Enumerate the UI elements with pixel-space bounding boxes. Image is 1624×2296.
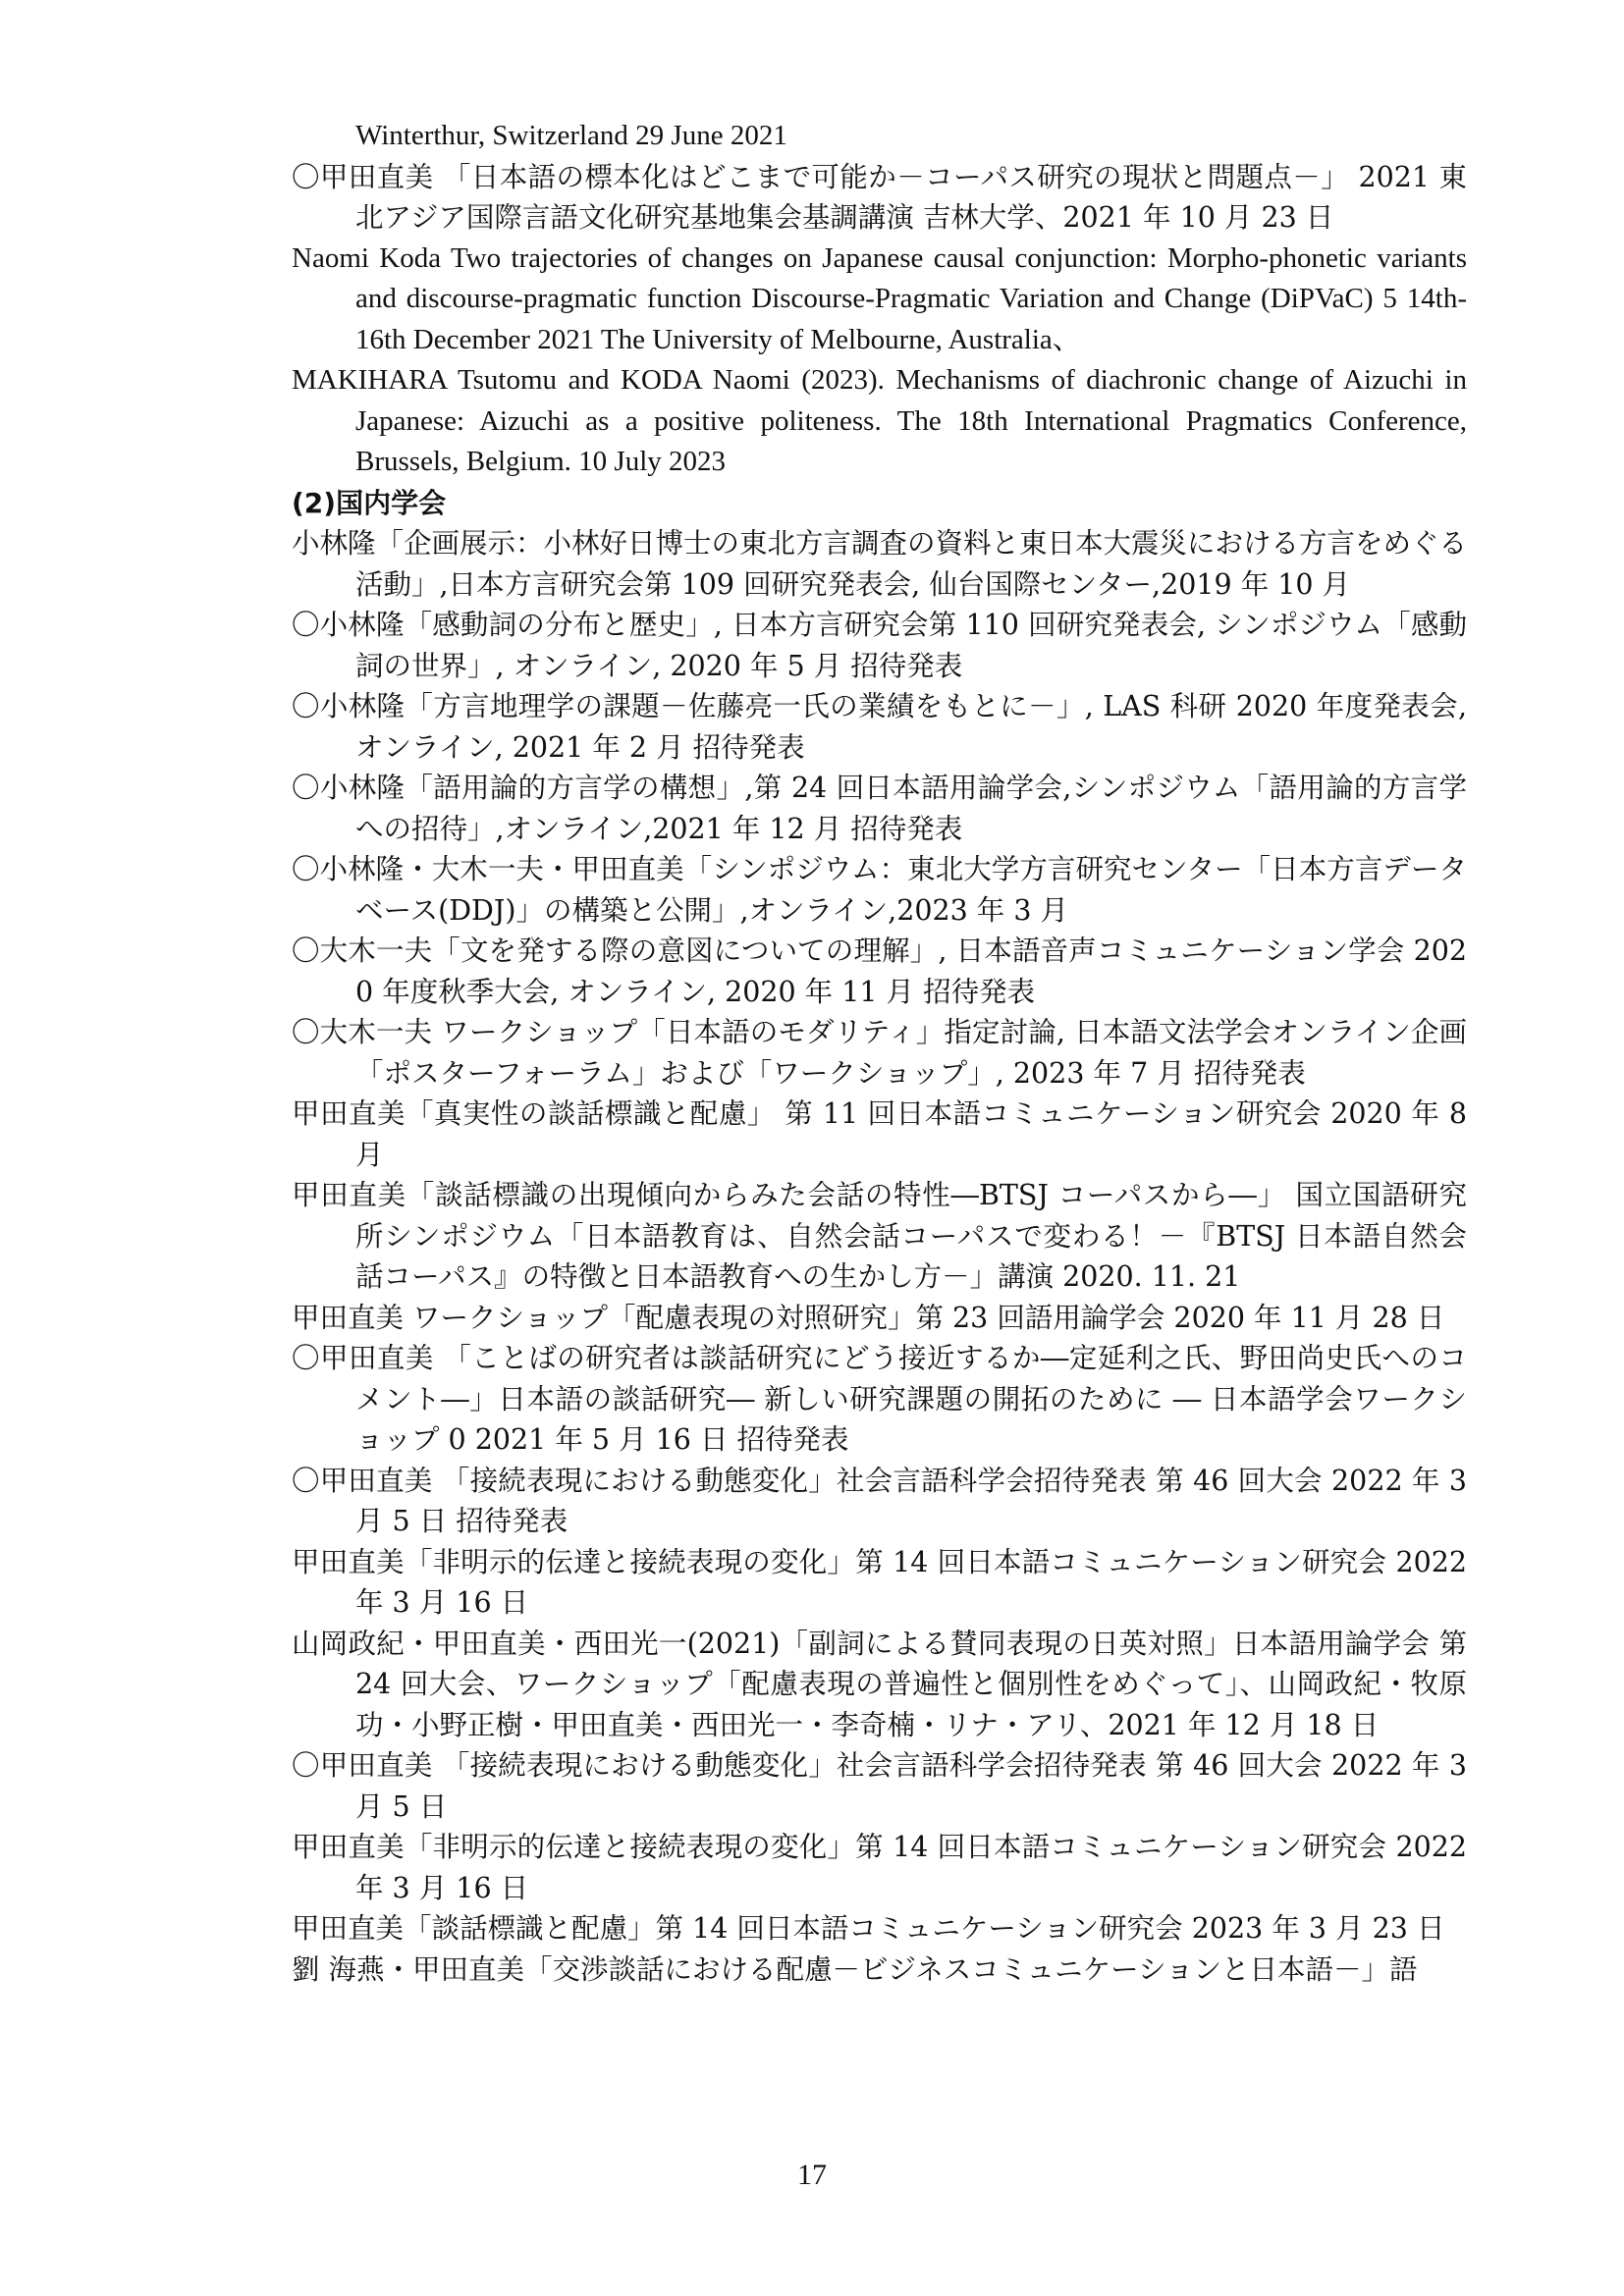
reference-entry: Winterthur, Switzerland 29 June 2021	[355, 120, 787, 151]
reference-entry: MAKIHARA Tsutomu and KODA Naomi (2023). Mechanisms of diachronic change of Aizuchi in Japanese: Aizuchi as a positive politeness. The 18th International Pragmatics Conference, Brussels, Belgium. 10 July 2023	[292, 364, 1467, 477]
reference-entry: Naomi Koda Two trajectories of changes on Japanese causal conjunction: Morpho-phonetic variants and discourse-pragmatic function Discourse-Pragmatic Variation and Change (DiPVaC) 5 14th-16th December 2021 The University of Melbourne, Australia、	[292, 241, 1467, 355]
reference-entry: 甲田直美 ワークショップ「配慮表現の対照研究」第 23 回語用論学会 2020 年 11 月 28 日	[292, 1301, 1445, 1334]
reference-entry: 〇小林隆「方言地理学の課題－佐藤亮一氏の業績をもとに－」, LAS 科研 2020 年度発表会, オンライン, 2021 年 2 月 招待発表	[292, 690, 1467, 764]
reference-entry: 〇小林隆・大木一夫・甲田直美「シンポジウム：東北大学方言研究センター「日本方言データベース(DDJ)」の構築と公開」,オンライン,2023 年 3 月	[292, 853, 1467, 927]
reference-entry: 〇甲田直美 「日本語の標本化はどこまで可能か－コーパス研究の現状と問題点－」 2021 東北アジア国際言語文化研究基地集会基調講演 吉林大学、2021 年 10 月 23 日	[292, 160, 1467, 234]
reference-entry: 甲田直美「談話標識の出現傾向からみた会話の特性―BTSJ コーパスから―」 国立国語研究所シンポジウム「日本語教育は、自然会話コーパスで変わる！－『BTSJ 日本語自然会話コーパス』の特徴と日本語教育への生かし方－」講演 2020. 11. 21	[292, 1179, 1467, 1293]
page-number: 17	[797, 2159, 827, 2191]
reference-entry: 甲田直美「非明示的伝達と接続表現の変化」第 14 回日本語コミュニケーション研究会 2022 年 3 月 16 日	[292, 1545, 1467, 1619]
reference-entry: 〇小林隆「感動詞の分布と歴史」, 日本方言研究会第 110 回研究発表会, シンポジウム「感動詞の世界」, オンライン, 2020 年 5 月 招待発表	[292, 609, 1467, 682]
reference-entry: 甲田直美「非明示的伝達と接続表現の変化」第 14 回日本語コミュニケーション研究会 2022 年 3 月 16 日	[292, 1831, 1467, 1904]
reference-entry: 山岡政紀・甲田直美・西田光一(2021)「副詞による賛同表現の日英対照」日本語用論学会 第 24 回大会、ワークショップ「配慮表現の普遍性と個別性をめぐって」、山岡政紀・牧原功・小野正樹・甲田直美・西田光一・李奇楠・リナ・アリ、2021 年 12 月 18 日	[292, 1627, 1467, 1741]
reference-entry: 甲田直美「談話標識と配慮」第 14 回日本語コミュニケーション研究会 2023 年 3 月 23 日	[292, 1912, 1445, 1945]
reference-entry: 〇甲田直美 「接続表現における動態変化」社会言語科学会招待発表 第 46 回大会 2022 年 3 月 5 日	[292, 1749, 1467, 1823]
document-body	[0, 116, 1624, 1990]
reference-entry: 〇甲田直美 「ことばの研究者は談話研究にどう接近するか―定延利之氏、野田尚史氏へのコメント―」日本語の談話研究― 新しい研究課題の開拓のために ― 日本語学会ワークショップ 0 2021 年 5 月 16 日 招待発表	[292, 1342, 1467, 1456]
reference-entry: 〇甲田直美 「接続表現における動態変化」社会言語科学会招待発表 第 46 回大会 2022 年 3 月 5 日 招待発表	[292, 1464, 1467, 1537]
reference-entry: 劉 海燕・甲田直美「交渉談話における配慮－ビジネスコミュニケーションと日本語－」語	[292, 1952, 1418, 1986]
reference-entry: 〇大木一夫「文を発する際の意図についての理解」, 日本語音声コミュニケーション学会 2020 年度秋季大会, オンライン, 2020 年 11 月 招待発表	[292, 934, 1467, 1008]
reference-entry: 〇大木一夫 ワークショップ「日本語のモダリティ」指定討論, 日本語文法学会オンライン企画「ポスターフォーラム」および「ワークショップ」, 2023 年 7 月 招待発表	[292, 1016, 1467, 1090]
reference-entry: 甲田直美「真実性の談話標識と配慮」 第 11 回日本語コミュニケーション研究会 2020 年 8 月	[292, 1097, 1467, 1171]
reference-entry: 〇小林隆「語用論的方言学の構想」,第 24 回日本語用論学会,シンポジウム「語用論的方言学への招待」,オンライン,2021 年 12 月 招待発表	[292, 772, 1467, 845]
reference-entry: 小林隆「企画展示：小林好日博士の東北方言調査の資料と東日本大震災における方言をめぐる活動」,日本方言研究会第 109 回研究発表会, 仙台国際センター,2019 年 10 月	[292, 527, 1468, 601]
section-heading: (2)国内学会	[292, 486, 447, 519]
